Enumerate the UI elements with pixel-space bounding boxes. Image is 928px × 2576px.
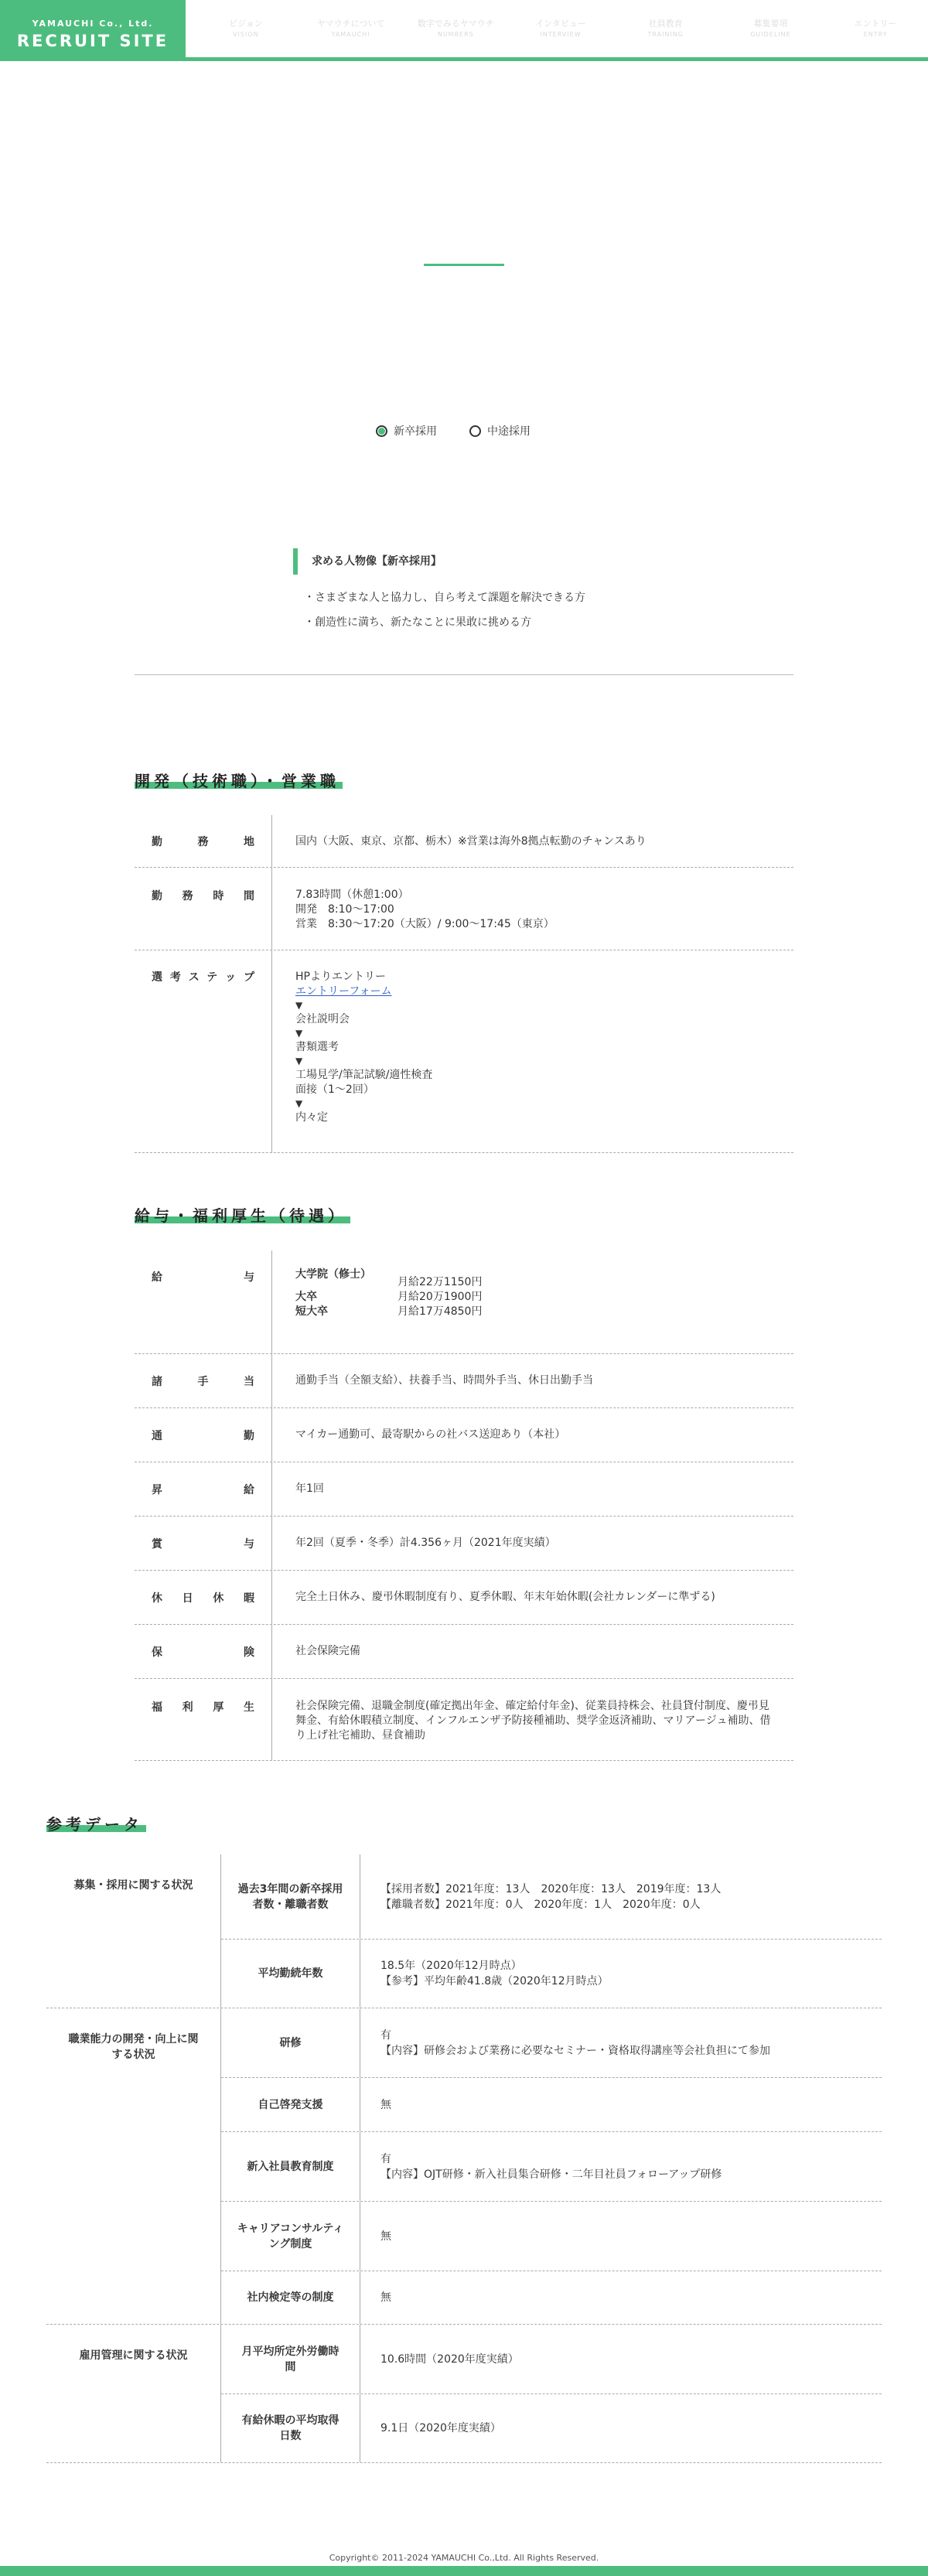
item-value: 有 【内容】研修会および業務に必要なセミナー・資格取得講座等会社負担にて参加: [380, 2028, 770, 2057]
item-label: キャリアコンサルティング制度: [221, 2202, 360, 2271]
salary-label: 短大卒: [295, 1305, 328, 1318]
arrow-down-icon: ▼: [295, 1098, 303, 1109]
group-label: 雇用管理に関する状況: [46, 2325, 221, 2462]
step-text: 内々定: [295, 1111, 328, 1124]
salary-value: 月給20万1900円: [397, 1291, 483, 1303]
item-label: 新入社員教育制度: [221, 2132, 360, 2201]
step-text: 面接（1〜2回）: [295, 1083, 374, 1096]
row-value: 年1回: [295, 1482, 324, 1495]
item-label: 研修: [221, 2008, 360, 2077]
item-value: 18.5年（2020年12月時点） 【参考】平均年齢41.8歳（2020年12月時点）: [380, 1960, 609, 1987]
nav-item-training[interactable]: 社員教育 TRAINING: [647, 19, 684, 38]
reference-group: [46, 2008, 882, 2325]
salary-label: 大卒: [295, 1291, 317, 1303]
nav-item-entry[interactable]: エントリー ENTRY: [854, 19, 897, 38]
row-label: 選考ステップ: [135, 950, 272, 1152]
item-label: 有給休暇の平均取得日数: [221, 2394, 360, 2462]
list-item: ・さまざまな人と協力し、自ら考えて課題を解決できる方: [304, 592, 585, 604]
row-value: 7.83時間（休憩1:00） 開発 8:10〜17:00 営業 8:30〜17:20（大阪）/ 9:00〜17:45（東京）: [295, 889, 554, 930]
global-nav: [193, 17, 928, 48]
job-table: [135, 815, 793, 1153]
logo-company: YAMAUCHI Co., Ltd.: [32, 19, 154, 29]
footer-accent-bar: [0, 2566, 928, 2576]
table-row: [135, 815, 793, 868]
table-row: [135, 1354, 793, 1408]
salary-value: 月給22万1150円: [397, 1276, 483, 1288]
table-row: [221, 2271, 882, 2324]
hero-accent-line: [424, 264, 504, 266]
item-value: 有 【内容】OJT研修・新入社員集合研修・二年目社員フォローアップ研修: [380, 2152, 722, 2181]
item-value: 無: [380, 2291, 391, 2304]
nav-item-vision[interactable]: ビジョン VISION: [228, 19, 263, 38]
row-label: 福利厚生: [135, 1679, 272, 1760]
step-text: HPよりエントリー: [295, 971, 386, 983]
row-value: 完全土日休み、慶弔休暇制度有り、夏季休暇、年末年始休暇(会社カレンダーに準ずる): [295, 1591, 715, 1603]
row-label: 諸手当: [135, 1354, 272, 1407]
table-row: [221, 1854, 882, 1940]
table-row: [221, 2202, 882, 2271]
site-header: [0, 0, 928, 62]
radio-mid-career[interactable]: [469, 423, 531, 438]
group-items: [221, 1854, 882, 2008]
wanted-title: 求める人物像【新卒採用】: [293, 548, 680, 575]
group-items: [221, 2008, 882, 2324]
reference-group: [46, 1854, 882, 2008]
group-label: 職業能力の開発・向上に関する状況: [46, 2008, 221, 2324]
row-value: マイカー通勤可、最寄駅からの社バス送迎あり（本社）: [295, 1428, 566, 1441]
table-row: [135, 1462, 793, 1517]
entry-form-link[interactable]: エントリーフォーム: [295, 985, 392, 998]
item-label: 平均勤続年数: [221, 1940, 360, 2008]
job-section-title: 開発（技術職）・営業職: [135, 769, 343, 791]
row-value: 国内（大阪、東京、京都、栃木）※営業は海外8拠点転勤のチャンスあり: [295, 835, 647, 848]
table-row: [221, 2325, 882, 2394]
group-items: [221, 2325, 882, 2462]
item-label: 月平均所定外労働時間: [221, 2325, 360, 2393]
table-row: [135, 1625, 793, 1679]
radio-unchecked-icon: [469, 425, 481, 437]
row-label: 賞与: [135, 1517, 272, 1570]
section-divider: [135, 674, 793, 675]
copyright: Copyright© 2011-2024 YAMAUCHI Co.,Ltd. All Rights Reserved.: [329, 2553, 599, 2563]
header-accent-line: [0, 57, 928, 61]
item-value: 無: [380, 2230, 391, 2243]
benefits-table: [135, 1250, 793, 1761]
table-row: [221, 2132, 882, 2202]
arrow-down-icon: ▼: [295, 1028, 303, 1039]
wanted-list: [293, 585, 680, 635]
table-row: [135, 1571, 793, 1625]
nav-item-yamauchi[interactable]: ヤマウチについて YAMAUCHI: [316, 19, 385, 38]
item-label: 社内検定等の制度: [221, 2271, 360, 2324]
row-label: 勤務地: [135, 815, 272, 867]
table-row: [221, 2078, 882, 2132]
step-text: 工場見学/筆記試験/適性検査: [295, 1069, 433, 1081]
item-label: 自己啓発支援: [221, 2078, 360, 2131]
row-value: 通勤手当（全額支給）、扶養手当、時間外手当、休日出勤手当: [295, 1374, 593, 1387]
row-value: 社会保険完備: [295, 1645, 360, 1657]
logo-site: RECRUIT SITE: [16, 32, 169, 50]
recruit-type-switch: [376, 423, 531, 438]
radio-new-grad-label: 新卒採用: [394, 425, 437, 438]
row-value: [272, 1250, 793, 1353]
site-logo[interactable]: [0, 0, 186, 61]
list-item: ・創造性に満ち、新たなことに果敢に挑める方: [304, 616, 531, 629]
table-row: [135, 1517, 793, 1571]
step-text: 書類選考: [295, 1041, 339, 1053]
table-row: [135, 1679, 793, 1761]
table-row: [135, 950, 793, 1153]
table-row: [135, 1250, 793, 1354]
table-row: [135, 1408, 793, 1462]
step-text: 会社説明会: [295, 1013, 350, 1025]
table-row: [221, 2394, 882, 2462]
arrow-down-icon: ▼: [295, 1000, 303, 1011]
item-value: 10.6時間（2020年度実績）: [380, 2353, 519, 2366]
radio-checked-icon: [376, 425, 387, 437]
radio-new-grad[interactable]: [376, 423, 437, 438]
row-label: 通勤: [135, 1408, 272, 1462]
item-label: 過去3年間の新卒採用者数・離職者数: [221, 1854, 360, 1939]
salary-list: [295, 1268, 770, 1319]
reference-table: [46, 1854, 882, 2463]
table-row: [135, 868, 793, 950]
row-value: [272, 950, 793, 1152]
reference-section-title: 参考データ: [46, 1812, 146, 1834]
row-label: 保険: [135, 1625, 272, 1678]
group-label: 募集・採用に関する状況: [46, 1854, 221, 2008]
row-label: 給与: [135, 1250, 272, 1353]
wanted-person-box: [293, 548, 680, 635]
arrow-down-icon: ▼: [295, 1056, 303, 1066]
table-row: [221, 2008, 882, 2078]
reference-group: [46, 2325, 882, 2463]
radio-mid-career-label: 中途採用: [487, 425, 531, 438]
salary-value: 月給17万4850円: [397, 1305, 483, 1318]
item-value: 9.1日（2020年度実績）: [380, 2422, 501, 2434]
row-value: 年2回（夏季・冬季）計4.356ヶ月（2021年度実績）: [295, 1537, 556, 1549]
nav-item-interview[interactable]: インタビュー INTERVIEW: [535, 19, 586, 38]
salary-label: 大学院（修士）: [295, 1268, 371, 1281]
table-row: [221, 1940, 882, 2008]
benefits-section-title: 給与・福利厚生（待遇）: [135, 1203, 350, 1226]
row-label: 休日休暇: [135, 1571, 272, 1624]
item-value: 【採用者数】2021年度：13人 2020年度：13人 2019年度：13人 【離職者数】2021年度：0人 2020年度：1人 2020年度：0人: [380, 1882, 722, 1911]
item-value: 無: [380, 2098, 391, 2111]
row-label: 昇給: [135, 1462, 272, 1516]
nav-item-guideline[interactable]: 募集要項 GUIDELINE: [750, 19, 791, 38]
row-label: 勤務時間: [135, 868, 272, 950]
row-value: 社会保険完備、退職金制度(確定拠出年金、確定給付年金)、従業員持株会、社員貸付制度、慶弔見舞金、有給休暇積立制度、インフルエンザ予防接種補助、奨学金返済補助、マリアージュ補助、借り上げ社宅補助、昼食補助: [295, 1700, 771, 1742]
nav-item-numbers[interactable]: 数字でみるヤマウチ NUMBERS: [417, 19, 494, 38]
